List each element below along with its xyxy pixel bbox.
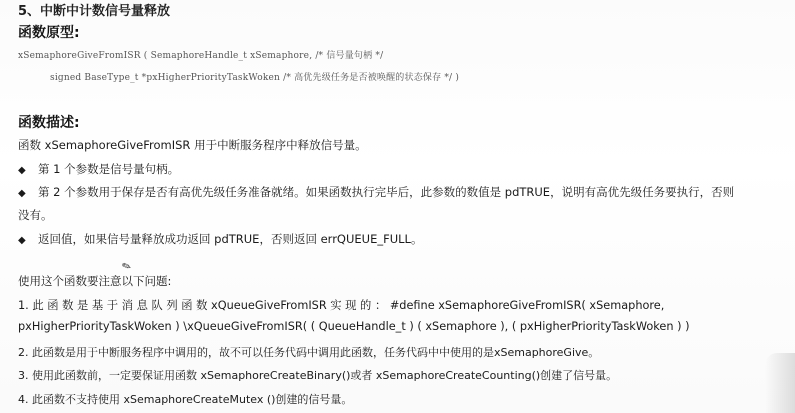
notes-item-1-line-2: pxHigherPriorityTaskWoken ) \xQueueGiveFromISR( ( QueueHandle_t ) ( xSemaphore ), ( pxHigherPriorityTaskWoken ) )	[18, 320, 690, 333]
notes-item-3: 3. 使用此函数前，一定要保证用函数 xSemaphoreCreateBinary()或者 xSemaphoreCreateCounting()创建了信号量。	[18, 369, 618, 382]
diamond-bullet-icon: ◆	[18, 235, 26, 246]
prototype-code-line-1: xSemaphoreGiveFromISR ( SemaphoreHandle_t xSemaphore, /* 信号量句柄 */	[18, 51, 384, 61]
pen-cursor-icon: ✎	[120, 258, 134, 275]
notes-item-1-line-1: 1. 此 函 数 是 基 于 消 息 队 列 函 数 xQueueGiveFromISR 实 现 的 ： #define xSemaphoreGiveFromISR( xSemaphore,	[18, 299, 665, 312]
description-intro: 函数 xSemaphoreGiveFromISR 用于中断服务程序中释放信号量。	[18, 138, 367, 152]
diamond-bullet-icon: ◆	[18, 188, 26, 199]
prototype-code-line-2: signed BaseType_t *pxHigherPriorityTaskWoken /* 高优先级任务是否被唤醒的状态保存 */ )	[50, 73, 460, 83]
notes-item-4: 4. 此函数不支持使用 xSemaphoreCreateMutex ()创建的信号量。	[18, 393, 353, 406]
notes-intro: 使用这个函数要注意以下问题:	[18, 274, 172, 288]
diamond-bullet-icon: ◆	[18, 165, 26, 176]
bullet-item-1	[18, 161, 179, 177]
section-title: 5、中断中计数信号量释放	[18, 4, 171, 19]
bullet-text-2-continuation: 没有。	[18, 208, 53, 222]
bullet-item-2	[18, 184, 734, 200]
page-corner-shadow	[765, 353, 795, 413]
bullet-text-3: 返回值，如果信号量释放成功返回 pdTRUE，否则返回 errQUEUE_FULL。	[38, 232, 423, 246]
prototype-heading: 函数原型:	[18, 25, 80, 41]
notes-item-2: 2. 此函数是用于中断服务程序中调用的，故不可以任务代码中调用此函数，任务代码中中使用的是xSemaphoreGive。	[18, 346, 600, 359]
description-heading: 函数描述:	[18, 115, 80, 131]
bullet-text-1: 第 1 个参数是信号量句柄。	[38, 162, 180, 176]
bullet-item-3	[18, 231, 422, 247]
bullet-text-2: 第 2 个参数用于保存是否有高优先级任务准备就绪。如果函数执行完毕后，此参数的数值是 pdTRUE，说明有高优先级任务要执行，否则	[38, 185, 735, 199]
